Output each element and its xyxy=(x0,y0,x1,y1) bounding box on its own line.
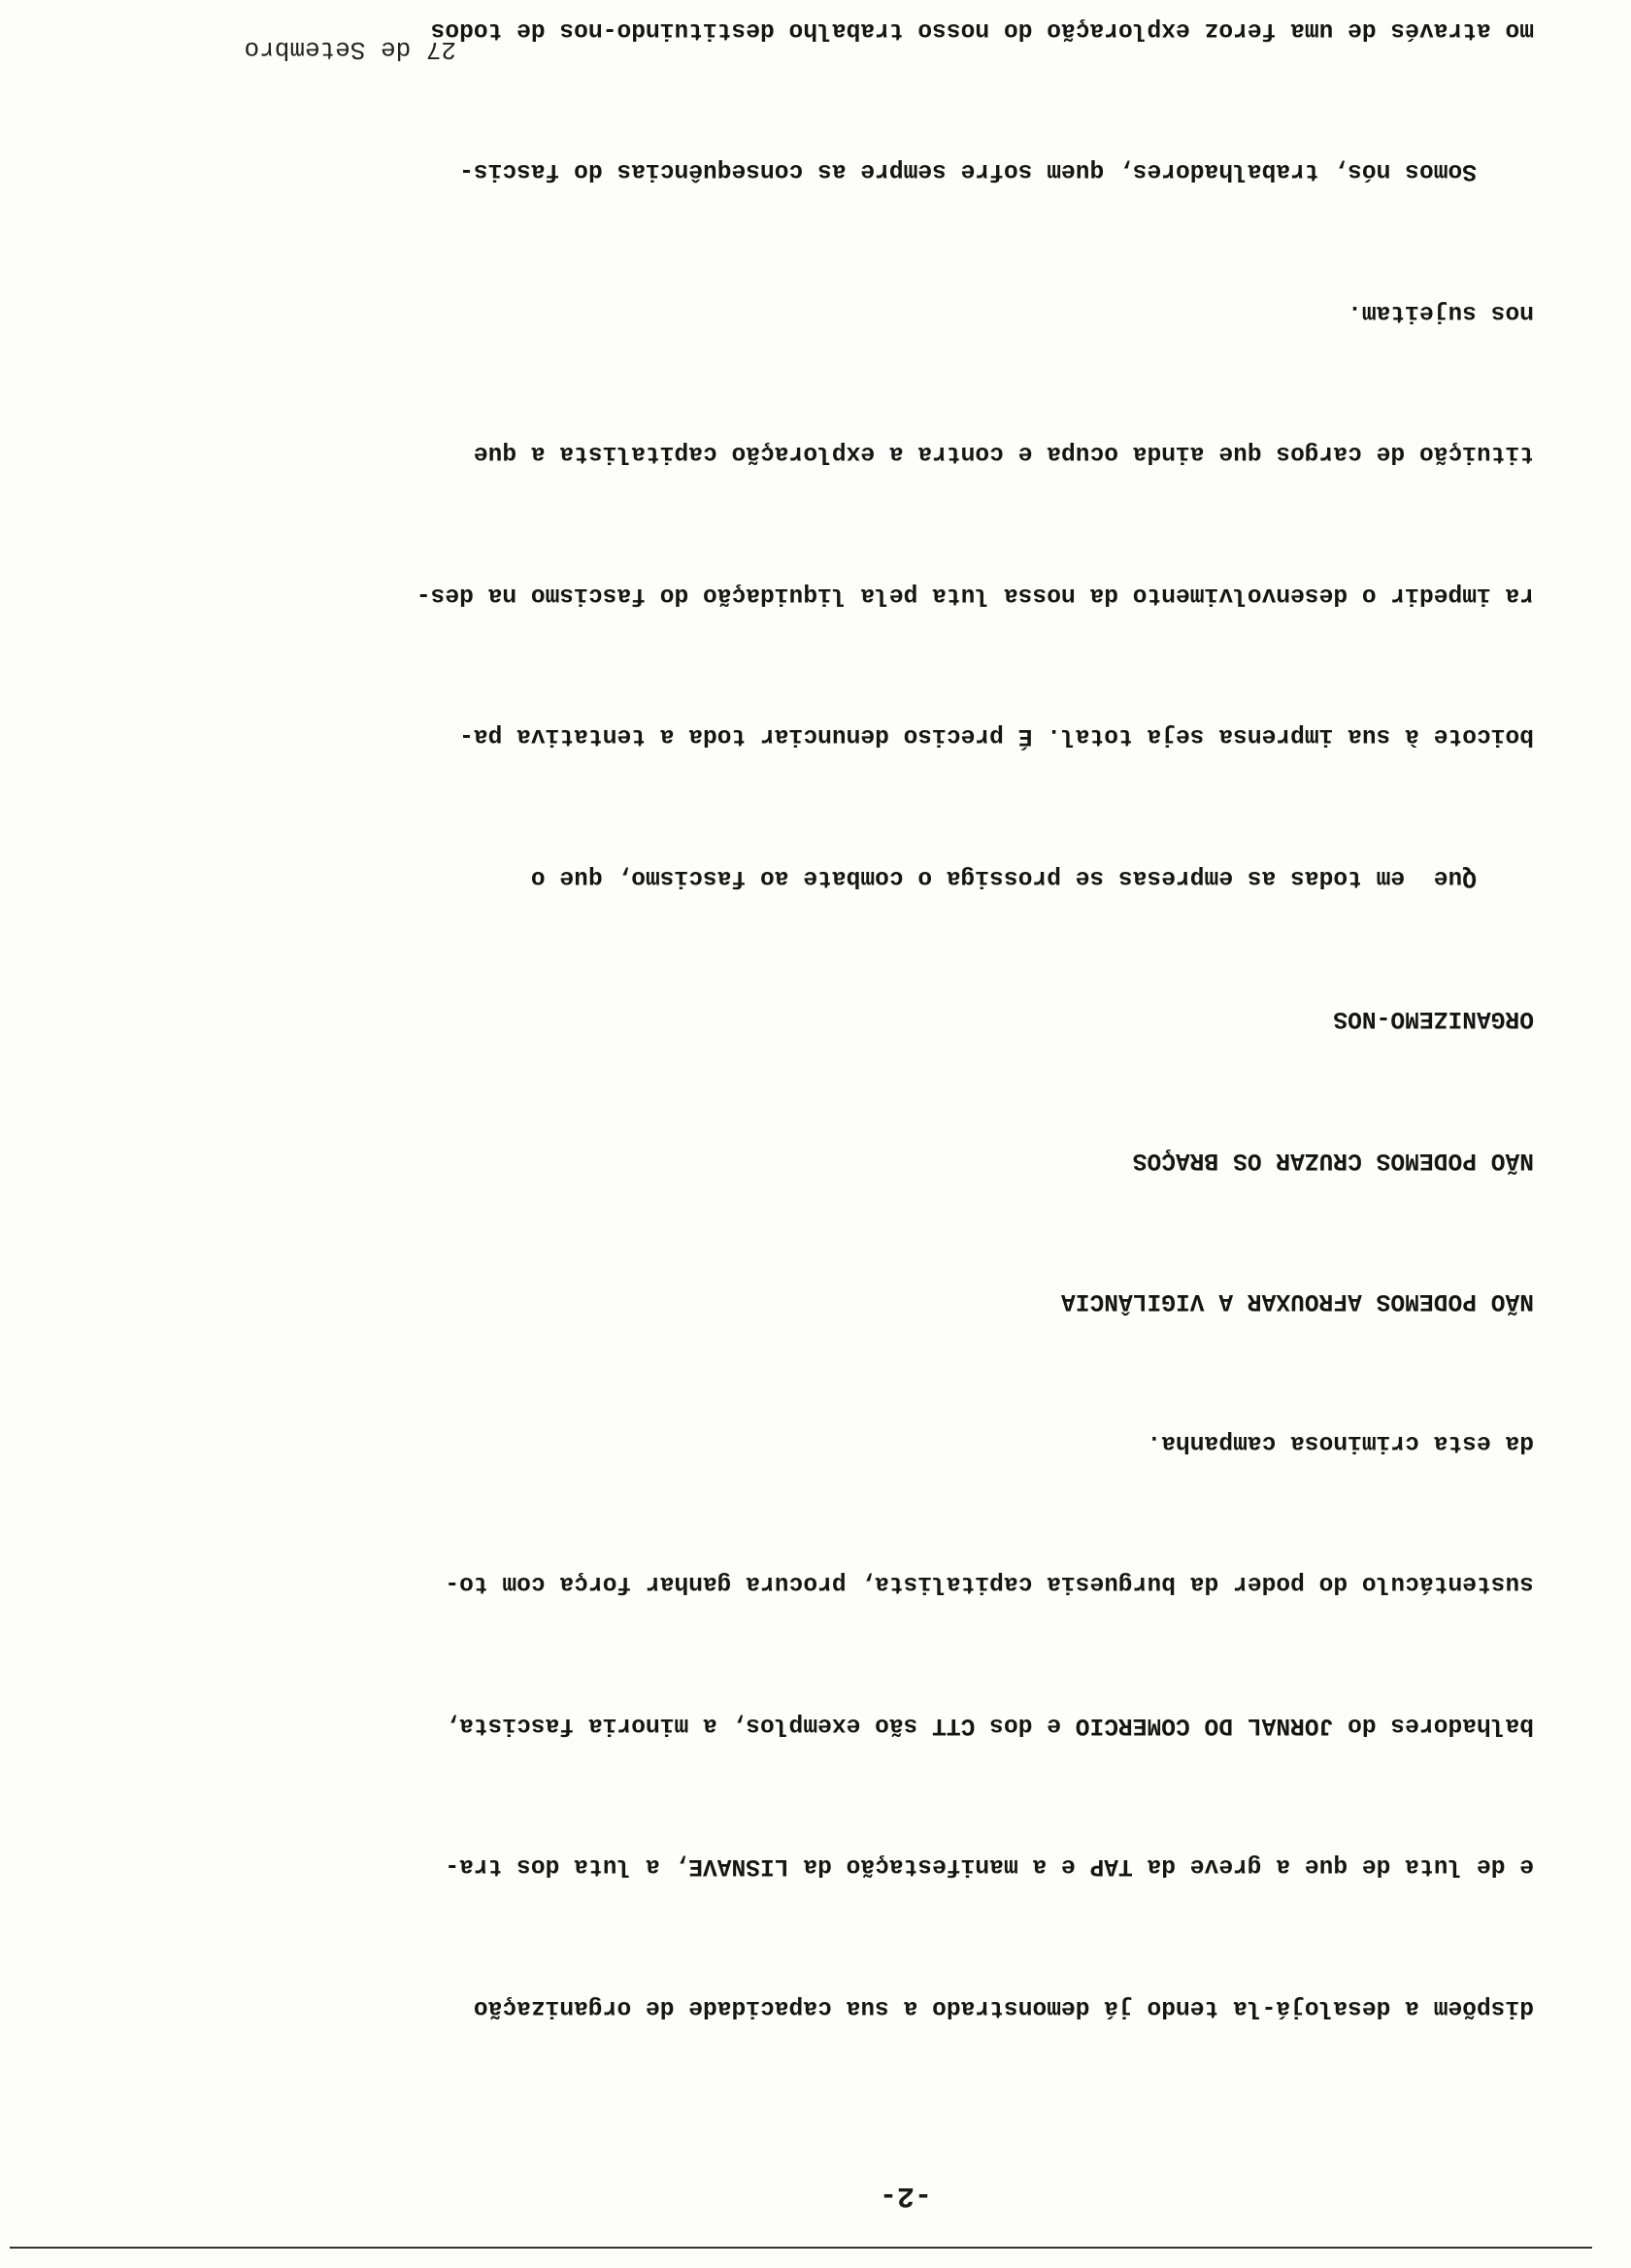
text-line: nos sujeitam. xyxy=(1348,299,1534,325)
slogan-line: NÃO PODEMOS CRUZAR OS BRAÇOS xyxy=(1132,1147,1534,1173)
page-number: -2- xyxy=(879,2179,932,2212)
text-line: mo através de uma feroz exploração do nosso trabalho destituindo-nos de todos xyxy=(430,17,1534,43)
text-line: sustentáculo do poder da burguesia capitalista, procura ganhar força com to- xyxy=(445,1570,1534,1597)
slogan-line: ORGANIZEMO-NOS xyxy=(1333,1005,1534,1032)
text-line: da esta criminosa campanha. xyxy=(1147,1429,1534,1455)
text-line: Que em todas as empresas se prossiga o combate ao fascismo, que o xyxy=(530,864,1534,890)
slogan-line: NÃO PODEMOS AFROUXAR A VIGILÂNCIA xyxy=(1060,1287,1534,1315)
text-line: ra impedir o desenvolvimento da nossa luta pela liquidação do fascismo na des- xyxy=(416,582,1534,608)
page-edge-rule xyxy=(10,2247,1592,2249)
body-text xyxy=(39,0,1534,2124)
text-line: balhadores do JORNAL DO COMERCIO e dos CTT são exemplos, a minoria fascista, xyxy=(445,1712,1534,1738)
text-line: Somos nós, trabalhadores, quem sofre sempre as consequências do fascis- xyxy=(459,157,1534,184)
text-line: tituição de cargos que ainda ocupa e contra a exploração capitalista a que xyxy=(473,440,1534,467)
text-line: dispõem a desalojá-la tendo já demonstrado a sua capacidade de organização xyxy=(473,1994,1534,2020)
text-line: boicote à sua imprensa seja total. É preciso denunciar toda a tentativa pa- xyxy=(459,722,1534,750)
text-line: e de luta de que a greve da TAP e a manifestação da LISNAVE, a luta dos tra- xyxy=(445,1852,1534,1880)
document-date: 27 de Setembro xyxy=(244,35,456,64)
